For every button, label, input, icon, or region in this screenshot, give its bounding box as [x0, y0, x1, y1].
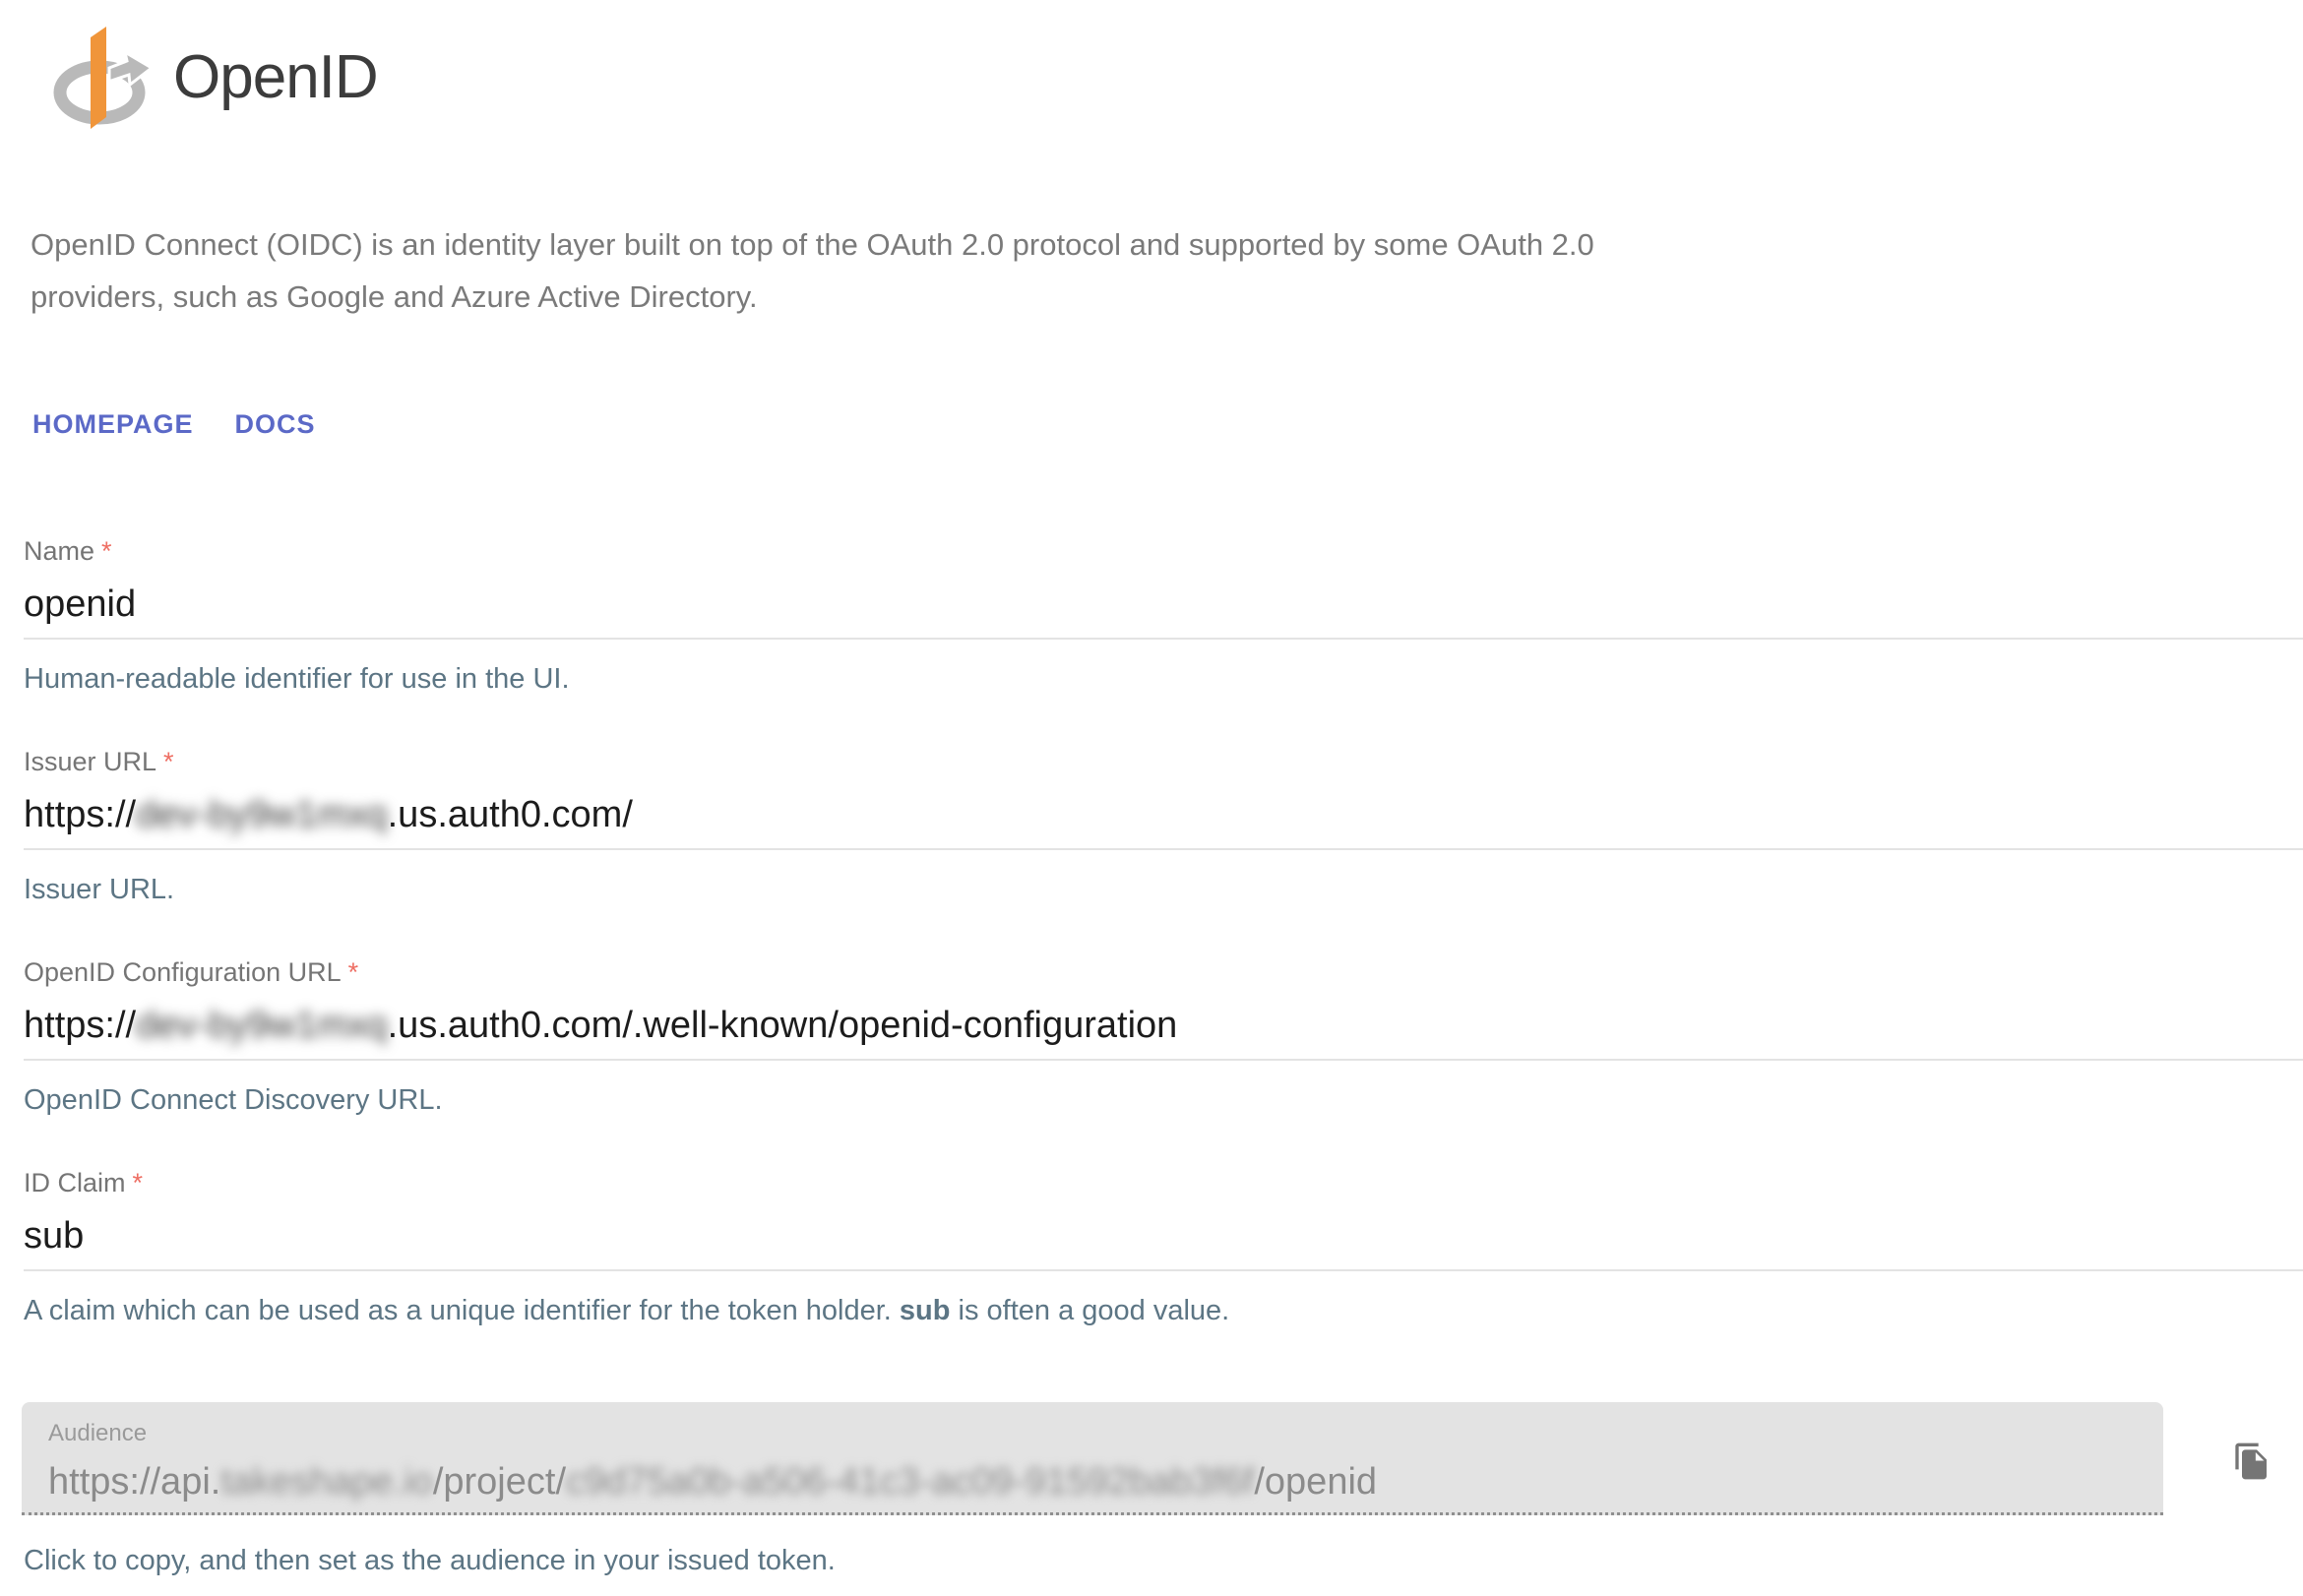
openid-logo-text: OpenID	[173, 42, 378, 111]
name-helper-text: Human-readable identifier for use in the UI.	[24, 663, 570, 695]
audience-helper-text: Click to copy, and then set as the audience in your issued token.	[24, 1545, 836, 1576]
openid-configuration-url-label: OpenID Configuration URL *	[24, 957, 359, 987]
name-input[interactable]: openid	[24, 583, 137, 625]
required-asterisk: *	[132, 1168, 144, 1197]
redacted-tenant: dev-by9w1mxq	[136, 1005, 388, 1046]
required-asterisk: *	[163, 747, 174, 776]
id-claim-input[interactable]: sub	[24, 1215, 85, 1257]
issuer-url-input[interactable]: https://dev-by9w1mxq.us.auth0.com/	[24, 794, 633, 835]
openid-logo	[0, 0, 2303, 132]
openid-configuration-url-helper-text: OpenID Connect Discovery URL.	[24, 1084, 443, 1116]
service-description	[31, 218, 2273, 323]
openid-configuration-url-field	[0, 957, 2303, 1117]
required-asterisk: *	[101, 536, 112, 566]
audience-copy-field[interactable]	[22, 1402, 2163, 1515]
description-line: providers, such as Google and Azure Active Directory.	[31, 279, 758, 314]
issuer-url-field	[0, 747, 2303, 906]
required-asterisk: *	[347, 957, 359, 987]
description-line: OpenID Connect (OIDC) is an identity layer built on top of the OAuth 2.0 protocol and supported by some OAuth 2.0	[31, 227, 1594, 262]
redacted-project-id: c9d75a0b-a506-41c3-ac09-91592bab3f6f	[566, 1461, 1255, 1503]
oidc-config-form	[0, 536, 2303, 1327]
file-copy-icon	[2232, 1442, 2272, 1481]
redacted-tenant: dev-by9w1mxq	[136, 794, 388, 835]
name-field	[0, 536, 2303, 696]
id-claim-helper-text: A claim which can be used as a unique identifier for the token holder. sub is often a good value.	[24, 1295, 1230, 1326]
openid-configuration-url-input[interactable]: https://dev-by9w1mxq.us.auth0.com/.well-known/openid-configuration	[24, 1005, 1178, 1046]
docs-link[interactable]: DOCS	[234, 409, 316, 439]
name-label: Name *	[24, 536, 112, 566]
copy-button[interactable]	[2228, 1438, 2275, 1485]
id-claim-label: ID Claim *	[24, 1168, 144, 1197]
audience-label: Audience	[48, 1420, 148, 1446]
audience-section	[22, 1402, 2303, 1515]
external-links	[32, 409, 2303, 440]
issuer-url-label: Issuer URL *	[24, 747, 174, 776]
issuer-url-helper-text: Issuer URL.	[24, 874, 175, 905]
audience-value: https://api.takeshape.io/project/c9d75a0b-a506-41c3-ac09-91592bab3f6f/openid	[48, 1461, 1378, 1503]
homepage-link[interactable]: HOMEPAGE	[32, 409, 194, 439]
id-claim-field	[0, 1168, 2303, 1327]
redacted-domain: takeshape.io	[220, 1461, 433, 1503]
openid-logo-icon	[47, 22, 161, 132]
